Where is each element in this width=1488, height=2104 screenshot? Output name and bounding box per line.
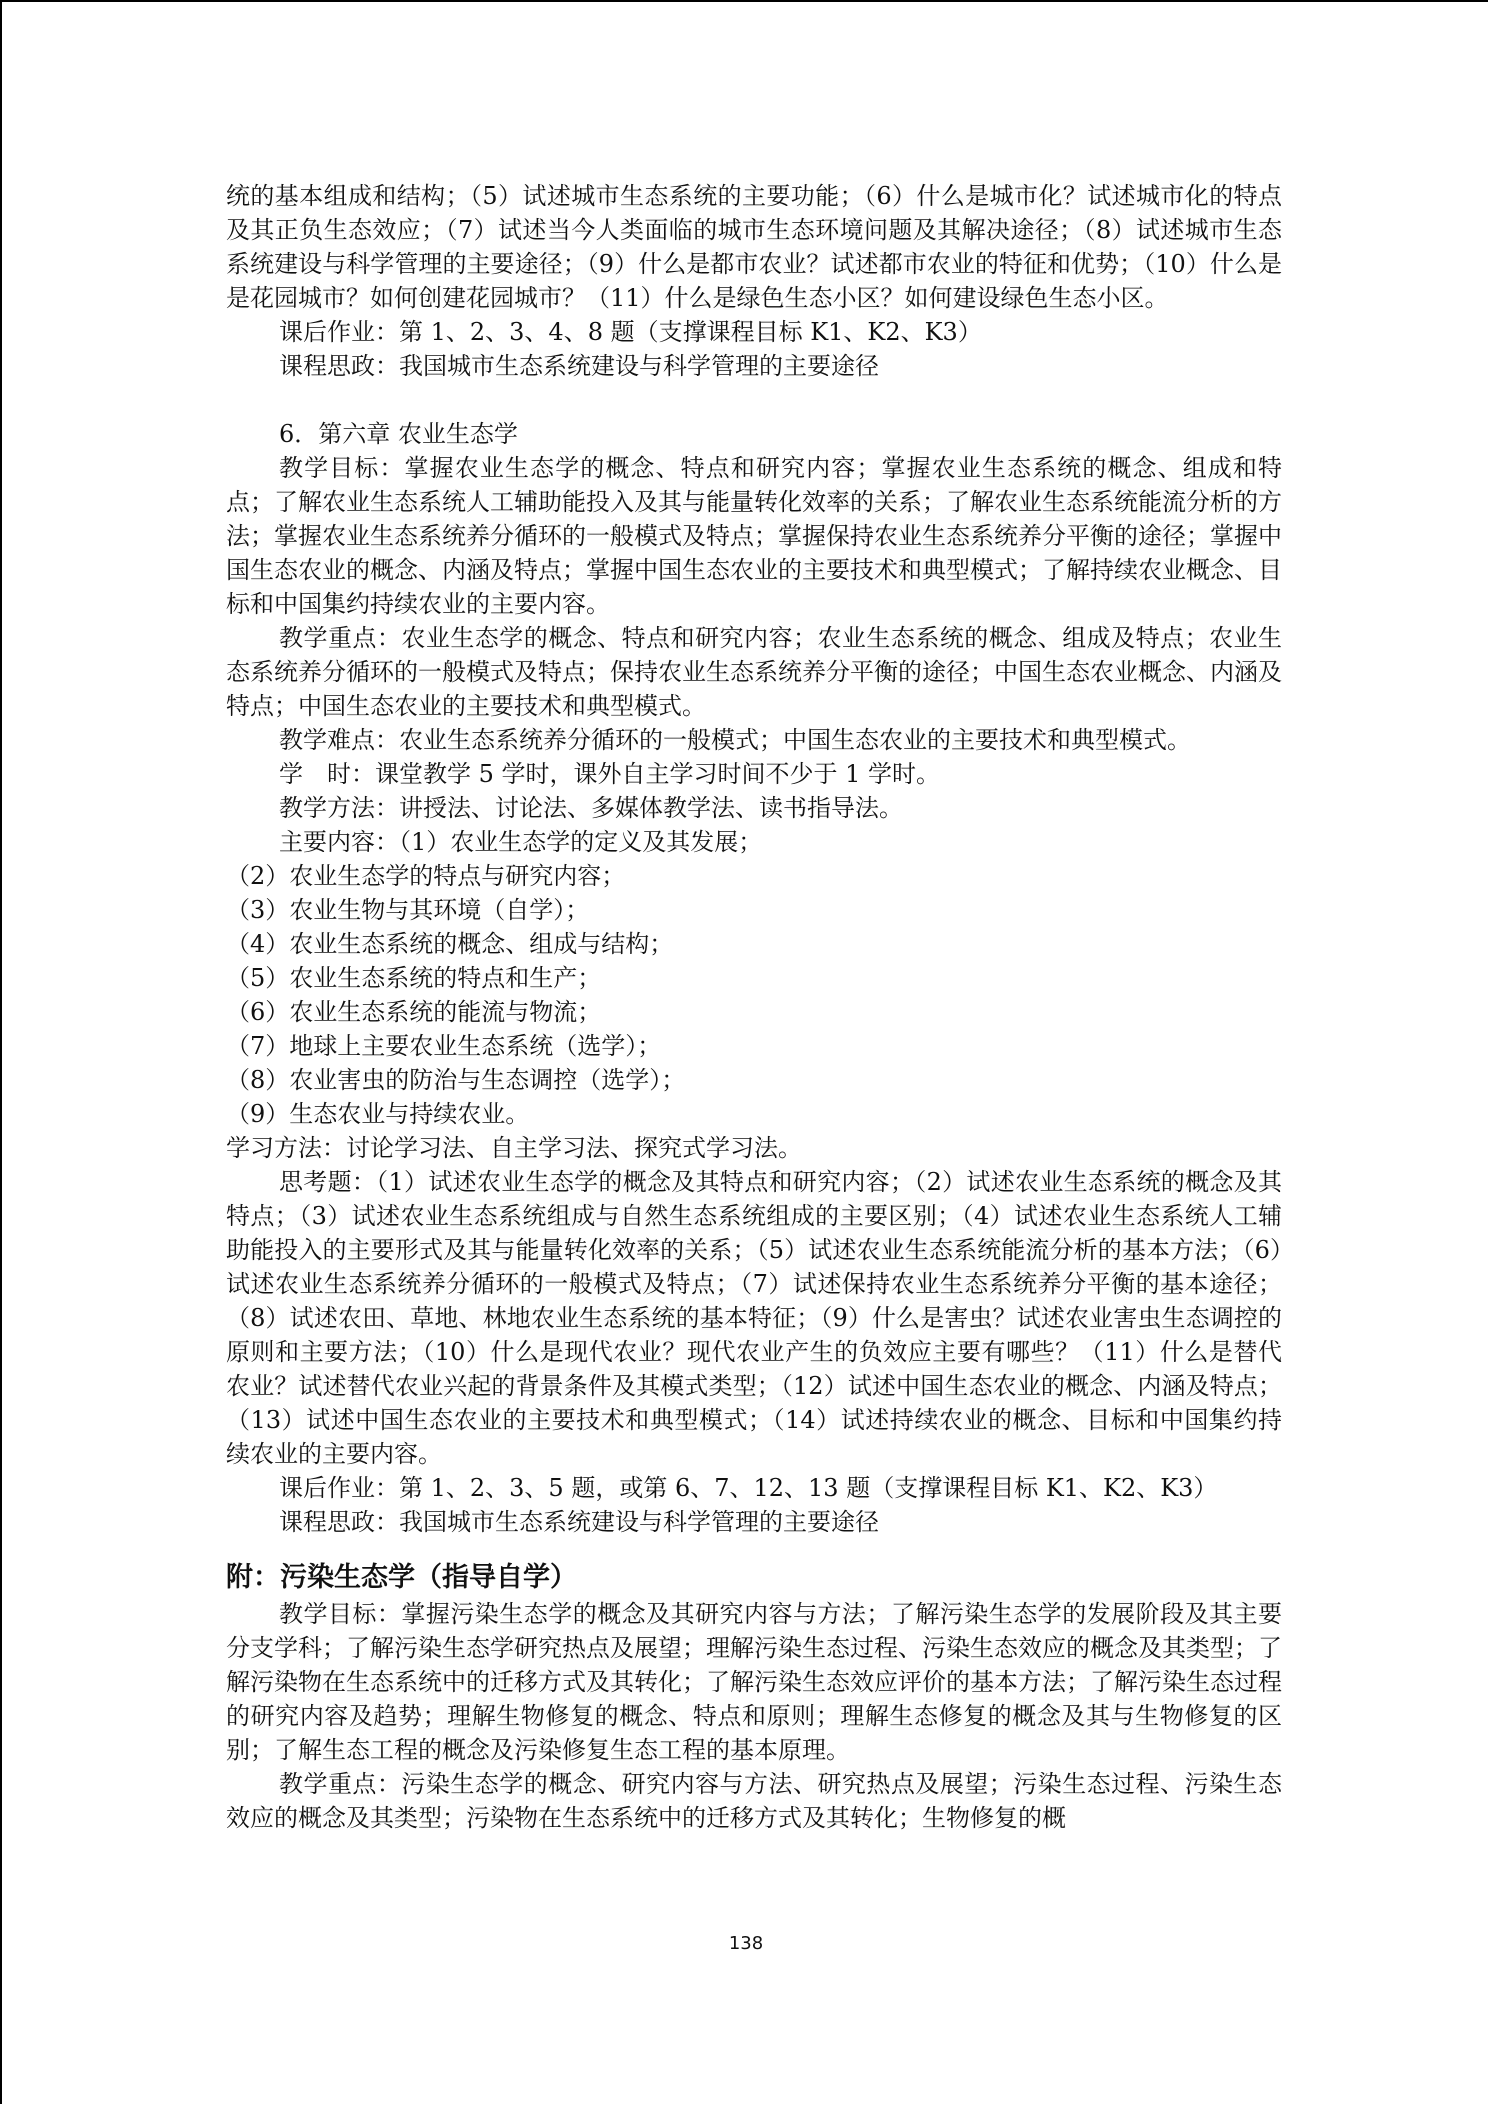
section-gap xyxy=(226,383,1282,417)
chapter-6-title: 6．第六章 农业生态学 xyxy=(279,420,518,448)
page-body xyxy=(226,179,1282,1835)
page-number: 138 xyxy=(728,1933,764,1954)
ch6-difficulties: 教学难点：农业生态系统养分循环的一般模式；中国生态农业的主要技术和典型模式。 xyxy=(279,726,1191,754)
ch5-ideology: 课程思政：我国城市生态系统建设与科学管理的主要途径 xyxy=(279,352,879,380)
ch6-objectives: 教学目标：掌握农业生态学的概念、特点和研究内容；掌握农业生态系统的概念、组成和特点；了解农业生态系统人工辅助能投入及其与能量转化效率的关系；了解农业生态系统能流分析的方法；掌握农业生态系统养分循环的一般模式及特点；掌握保持农业生态系统养分平衡的途径；掌握中国生态农业的概念、内涵及特点；掌握中国生态农业的主要技术和典型模式；了解持续农业概念、目标和中国集约持续农业的主要内容。 xyxy=(226,454,1282,618)
ch6-content-item: （5）农业生态系统的特点和生产； xyxy=(226,964,602,992)
appendix-key-points: 教学重点：污染生态学的概念、研究内容与方法、研究热点及展望；污染生态过程、污染生态效应的概念及其类型；污染物在生态系统中的迁移方式及其转化；生物修复的概 xyxy=(226,1770,1282,1832)
ch6-content-item: （4）农业生态系统的概念、组成与结构； xyxy=(226,930,674,958)
ch6-content-item: （3）农业生物与其环境（自学）； xyxy=(226,896,590,924)
ch6-content-item: （6）农业生态系统的能流与物流； xyxy=(226,998,602,1026)
ch6-questions: 思考题：（1）试述农业生态学的概念及其特点和研究内容；（2）试述农业生态系统的概念及其特点；（3）试述农业生态系统组成与自然生态系统组成的主要区别；（4）试述农业生态系统人工辅助能投入的主要形式及其与能量转化效率的关系；（5）试述农业生态系统能流分析的基本方法；（6）试述农业生态系统养分循环的一般模式及特点；（7）试述保持农业生态系统养分平衡的基本途径；（8）试述农田、草地、林地农业生态系统的基本特征；（9）什么是害虫？试述农业害虫生态调控的原则和主要方法；（10）什么是现代农业？现代农业产生的负效应主要有哪些？（11）什么是替代农业？试述替代农业兴起的背景条件及其模式类型；（12）试述中国生态农业的概念、内涵及特点；（13）试述中国生态农业的主要技术和典型模式；（14）试述持续农业的概念、目标和中国集约持续农业的主要内容。 xyxy=(226,1168,1282,1468)
ch6-homework: 课后作业：第 1、2、3、5 题，或第 6、7、12、13 题（支撑课程目标 K1、K2、K3） xyxy=(279,1474,1218,1502)
section-gap xyxy=(226,1539,1282,1559)
ch6-learning-methods: 学习方法：讨论学习法、自主学习法、探究式学习法。 xyxy=(226,1134,802,1162)
ch6-content-item: （9）生态农业与持续农业。 xyxy=(226,1100,530,1128)
ch6-content-item: （2）农业生态学的特点与研究内容； xyxy=(226,862,626,890)
appendix-title: 附：污染生态学（指导自学） xyxy=(226,1562,577,1593)
ch6-methods: 教学方法：讲授法、讨论法、多媒体教学法、读书指导法。 xyxy=(279,794,903,822)
ch6-hours: 学 时：课堂教学 5 学时，课外自主学习时间不少于 1 学时。 xyxy=(279,760,941,788)
ch6-content-first: 主要内容：（1）农业生态学的定义及其发展； xyxy=(279,828,763,856)
ch6-content-item: （8）农业害虫的防治与生态调控（选学）； xyxy=(226,1066,686,1094)
ch6-ideology: 课程思政：我国城市生态系统建设与科学管理的主要途径 xyxy=(279,1508,879,1536)
appendix-objectives: 教学目标：掌握污染生态学的概念及其研究内容与方法；了解污染生态学的发展阶段及其主要分支学科；了解污染生态学研究热点及展望；理解污染生态过程、污染生态效应的概念及其类型；了解污染物在生态系统中的迁移方式及其转化；了解污染生态效应评价的基本方法；了解污染生态过程的研究内容及趋势；理解生物修复的概念、特点和原则；理解生态修复的概念及其与生物修复的区别；了解生态工程的概念及污染修复生态工程的基本原理。 xyxy=(226,1600,1282,1764)
intro-paragraph: 统的基本组成和结构；（5）试述城市生态系统的主要功能；（6）什么是城市化？试述城市化的特点及其正负生态效应；（7）试述当今人类面临的城市生态环境问题及其解决途径；（8）试述城市生态系统建设与科学管理的主要途径；（9）什么是都市农业？试述都市农业的特征和优势；（10）什么是是花园城市？如何创建花园城市？（11）什么是绿色生态小区？如何建设绿色生态小区。 xyxy=(226,182,1282,312)
ch6-content-item: （7）地球上主要农业生态系统（选学）； xyxy=(226,1032,662,1060)
ch6-key-points: 教学重点：农业生态学的概念、特点和研究内容；农业生态系统的概念、组成及特点；农业生态系统养分循环的一般模式及特点；保持农业生态系统养分平衡的途径；中国生态农业概念、内涵及特点；中国生态农业的主要技术和典型模式。 xyxy=(226,624,1282,720)
ch5-homework: 课后作业：第 1、2、3、4、8 题（支撑课程目标 K1、K2、K3） xyxy=(279,318,982,346)
